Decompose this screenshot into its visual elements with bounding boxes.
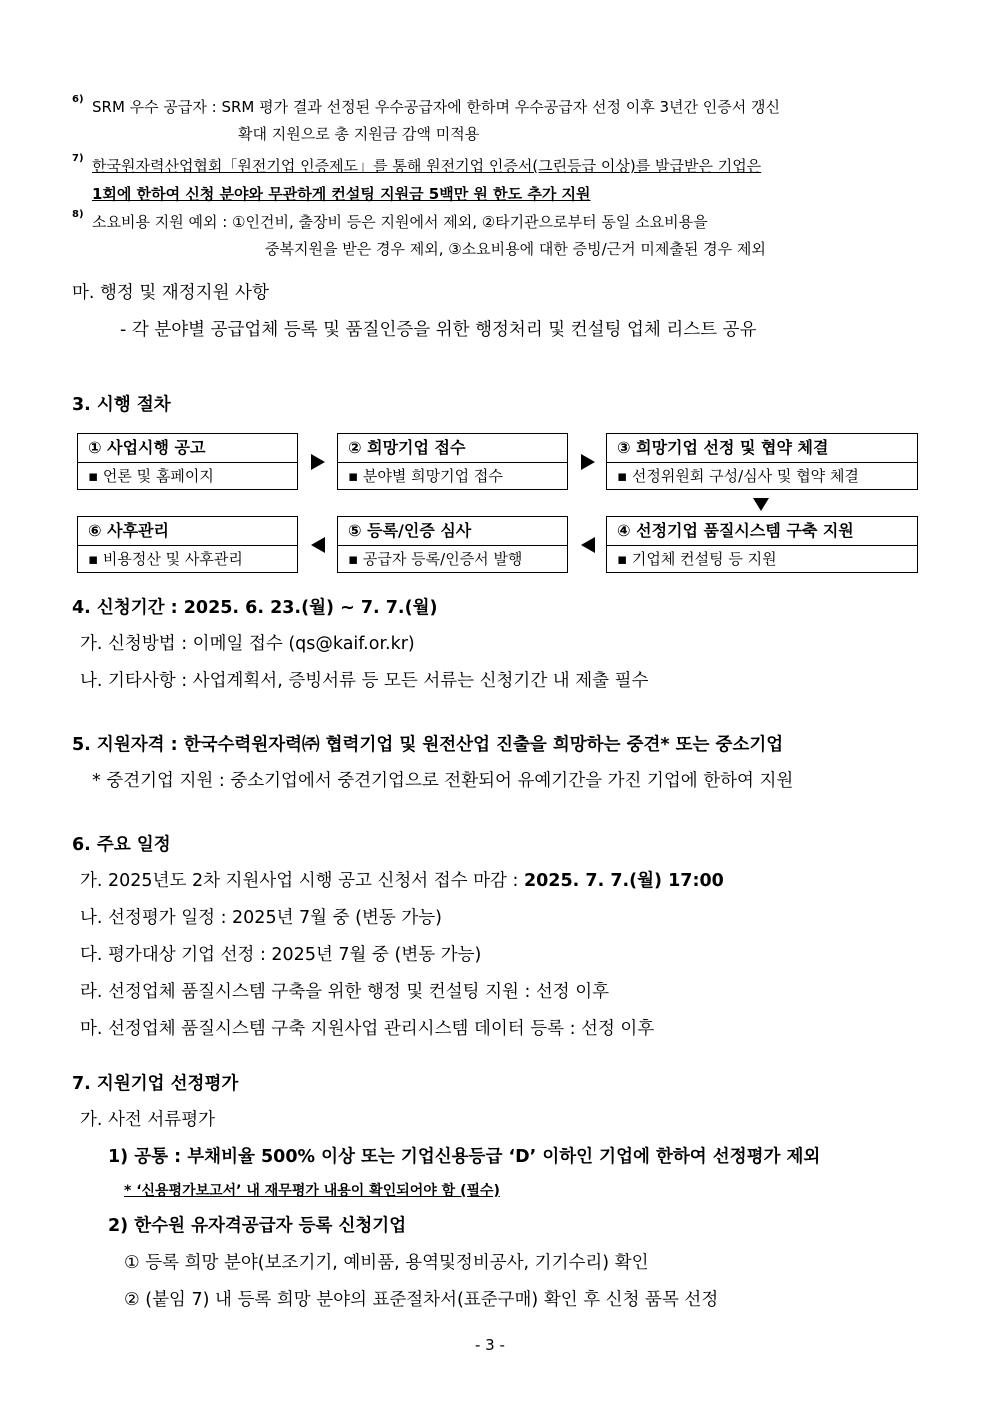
page-number: - 3 - [475, 1336, 505, 1354]
step-6-body: ▪ 비용정산 및 사후관리 [88, 550, 243, 568]
evaluation-item-common: 1) 공통 : 부채비율 500% 이상 또는 기업신용등급 ‘D’ 이하인 기업에 한하여 선정평가 제외 [108, 1147, 821, 1167]
step-5-body: ▪ 공급자 등록/인증서 발행 [348, 550, 523, 568]
schedule-deadline-value: 2025. 7. 7.(월) 17:00 [523, 871, 724, 891]
eligibility-heading: 5. 지원자격 : 한국수력원자력㈜ 협력기업 및 원전산업 진출을 희망하는 중견* 또는 중소기업 [72, 735, 784, 755]
footnote-6-line1: SRM 우수 공급자 : SRM 평가 결과 선정된 우수공급자에 한하며 우수공급자 선정 이후 3년간 인증서 갱신 [92, 98, 781, 116]
step-2-box [337, 433, 568, 490]
step-1-box [77, 433, 298, 490]
step-6-box [77, 516, 298, 573]
step-2-title: ② 희망기업 접수 [338, 434, 567, 463]
step-4-body: ▪ 기업체 컨설팅 등 지원 [617, 550, 777, 568]
footnote-6-line2: 확대 지원으로 총 지원금 감액 미적용 [238, 125, 480, 143]
schedule-item: 라. 선정업체 품질시스템 구축을 위한 행정 및 컨설팅 지원 : 선정 이후 [80, 982, 610, 1002]
step-1-title: ① 사업시행 공고 [78, 434, 297, 463]
period-item-method: 가. 신청방법 : 이메일 접수 (qs@kaif.or.kr) [80, 634, 415, 654]
evaluation-item-khnp: 2) 한수원 유자격공급자 등록 신청기업 [108, 1216, 407, 1236]
footnote-8-line1: 소요비용 지원 예외 : ①인건비, 출장비 등은 지원에서 제외, ②타기관으로부터 동일 소요비용을 [92, 213, 708, 231]
arrow-down-icon [753, 498, 769, 511]
schedule-deadline-label: 가. 2025년도 2차 지원사업 시행 공고 신청서 접수 마감 : [80, 871, 524, 891]
schedule-item: 나. 선정평가 일정 : 2025년 7월 중 (변동 가능) [80, 908, 442, 928]
step-5-box [337, 516, 568, 573]
period-item-other: 나. 기타사항 : 사업계획서, 증빙서류 등 모든 서류는 신청기간 내 제출 필수 [80, 671, 649, 691]
footnote-8 [72, 211, 708, 232]
period-heading: 4. 신청기간 : 2025. 6. 23.(월) ~ 7. 7.(월) [72, 598, 438, 618]
footnote-8-line2: 중복지원을 받은 경우 제외, ③소요비용에 대한 증빙/근거 미제출된 경우 제외 [265, 240, 766, 258]
schedule-item-deadline [80, 867, 724, 892]
evaluation-sub-item: ① 등록 희망 분야(보조기기, 예비품, 용역및정비공사, 기기수리) 확인 [124, 1253, 649, 1273]
evaluation-item-common-note: * ‘신용평가보고서’ 내 재무평가 내용이 확인되어야 함 (필수) [124, 1183, 500, 1199]
footnote-6-number: 6) [72, 94, 84, 105]
step-5-title: ⑤ 등록/인증 심사 [338, 517, 567, 546]
arrow-left-icon [581, 537, 595, 553]
evaluation-sub-a: 가. 사전 서류평가 [80, 1110, 216, 1130]
step-4-title: ④ 선정기업 품질시스템 구축 지원 [607, 517, 917, 546]
schedule-item: 마. 선정업체 품질시스템 구축 지원사업 관리시스템 데이터 등록 : 선정 이후 [80, 1019, 655, 1039]
step-4-box [606, 516, 918, 573]
step-1-body: ▪ 언론 및 홈페이지 [88, 467, 214, 485]
footnote-6 [72, 96, 780, 117]
schedule-heading: 6. 주요 일정 [72, 835, 171, 855]
footnote-7 [72, 155, 761, 176]
step-2-body: ▪ 분야별 희망기업 접수 [348, 467, 503, 485]
admin-heading: 마. 행정 및 재정지원 사항 [72, 283, 269, 303]
schedule-item: 다. 평가대상 기업 선정 : 2025년 7월 중 (변동 가능) [80, 945, 482, 965]
arrow-right-icon [581, 454, 595, 470]
footnote-8-number: 8) [72, 209, 84, 220]
step-3-box [606, 433, 918, 490]
evaluation-sub-item: ② (붙임 7) 내 등록 희망 분야의 표준절차서(표준구매) 확인 후 신청 품목 선정 [124, 1290, 719, 1310]
footnote-7-line2: 1회에 한하여 신청 분야와 무관하게 컨설팅 지원금 5백만 원 한도 추가 지원 [92, 185, 591, 203]
procedure-heading: 3. 시행 절차 [72, 395, 171, 415]
arrow-left-icon [311, 537, 325, 553]
arrow-right-icon [311, 454, 325, 470]
evaluation-heading: 7. 지원기업 선정평가 [72, 1074, 239, 1094]
step-6-title: ⑥ 사후관리 [78, 517, 297, 546]
eligibility-note: * 중견기업 지원 : 중소기업에서 중견기업으로 전환되어 유예기간을 가진 기업에 한하여 지원 [92, 771, 794, 791]
step-3-title: ③ 희망기업 선정 및 협약 체결 [607, 434, 917, 463]
admin-item: - 각 분야별 공급업체 등록 및 품질인증을 위한 행정처리 및 컨설팅 업체 리스트 공유 [120, 320, 757, 340]
footnote-7-line1: 한국원자력산업협회「원전기업 인증제도」를 통해 원전기업 인증서(그린등급 이상)를 발급받은 기업은 [92, 157, 762, 175]
step-3-body: ▪ 선정위원회 구성/심사 및 협약 체결 [617, 467, 859, 485]
footnote-7-number: 7) [72, 153, 84, 164]
